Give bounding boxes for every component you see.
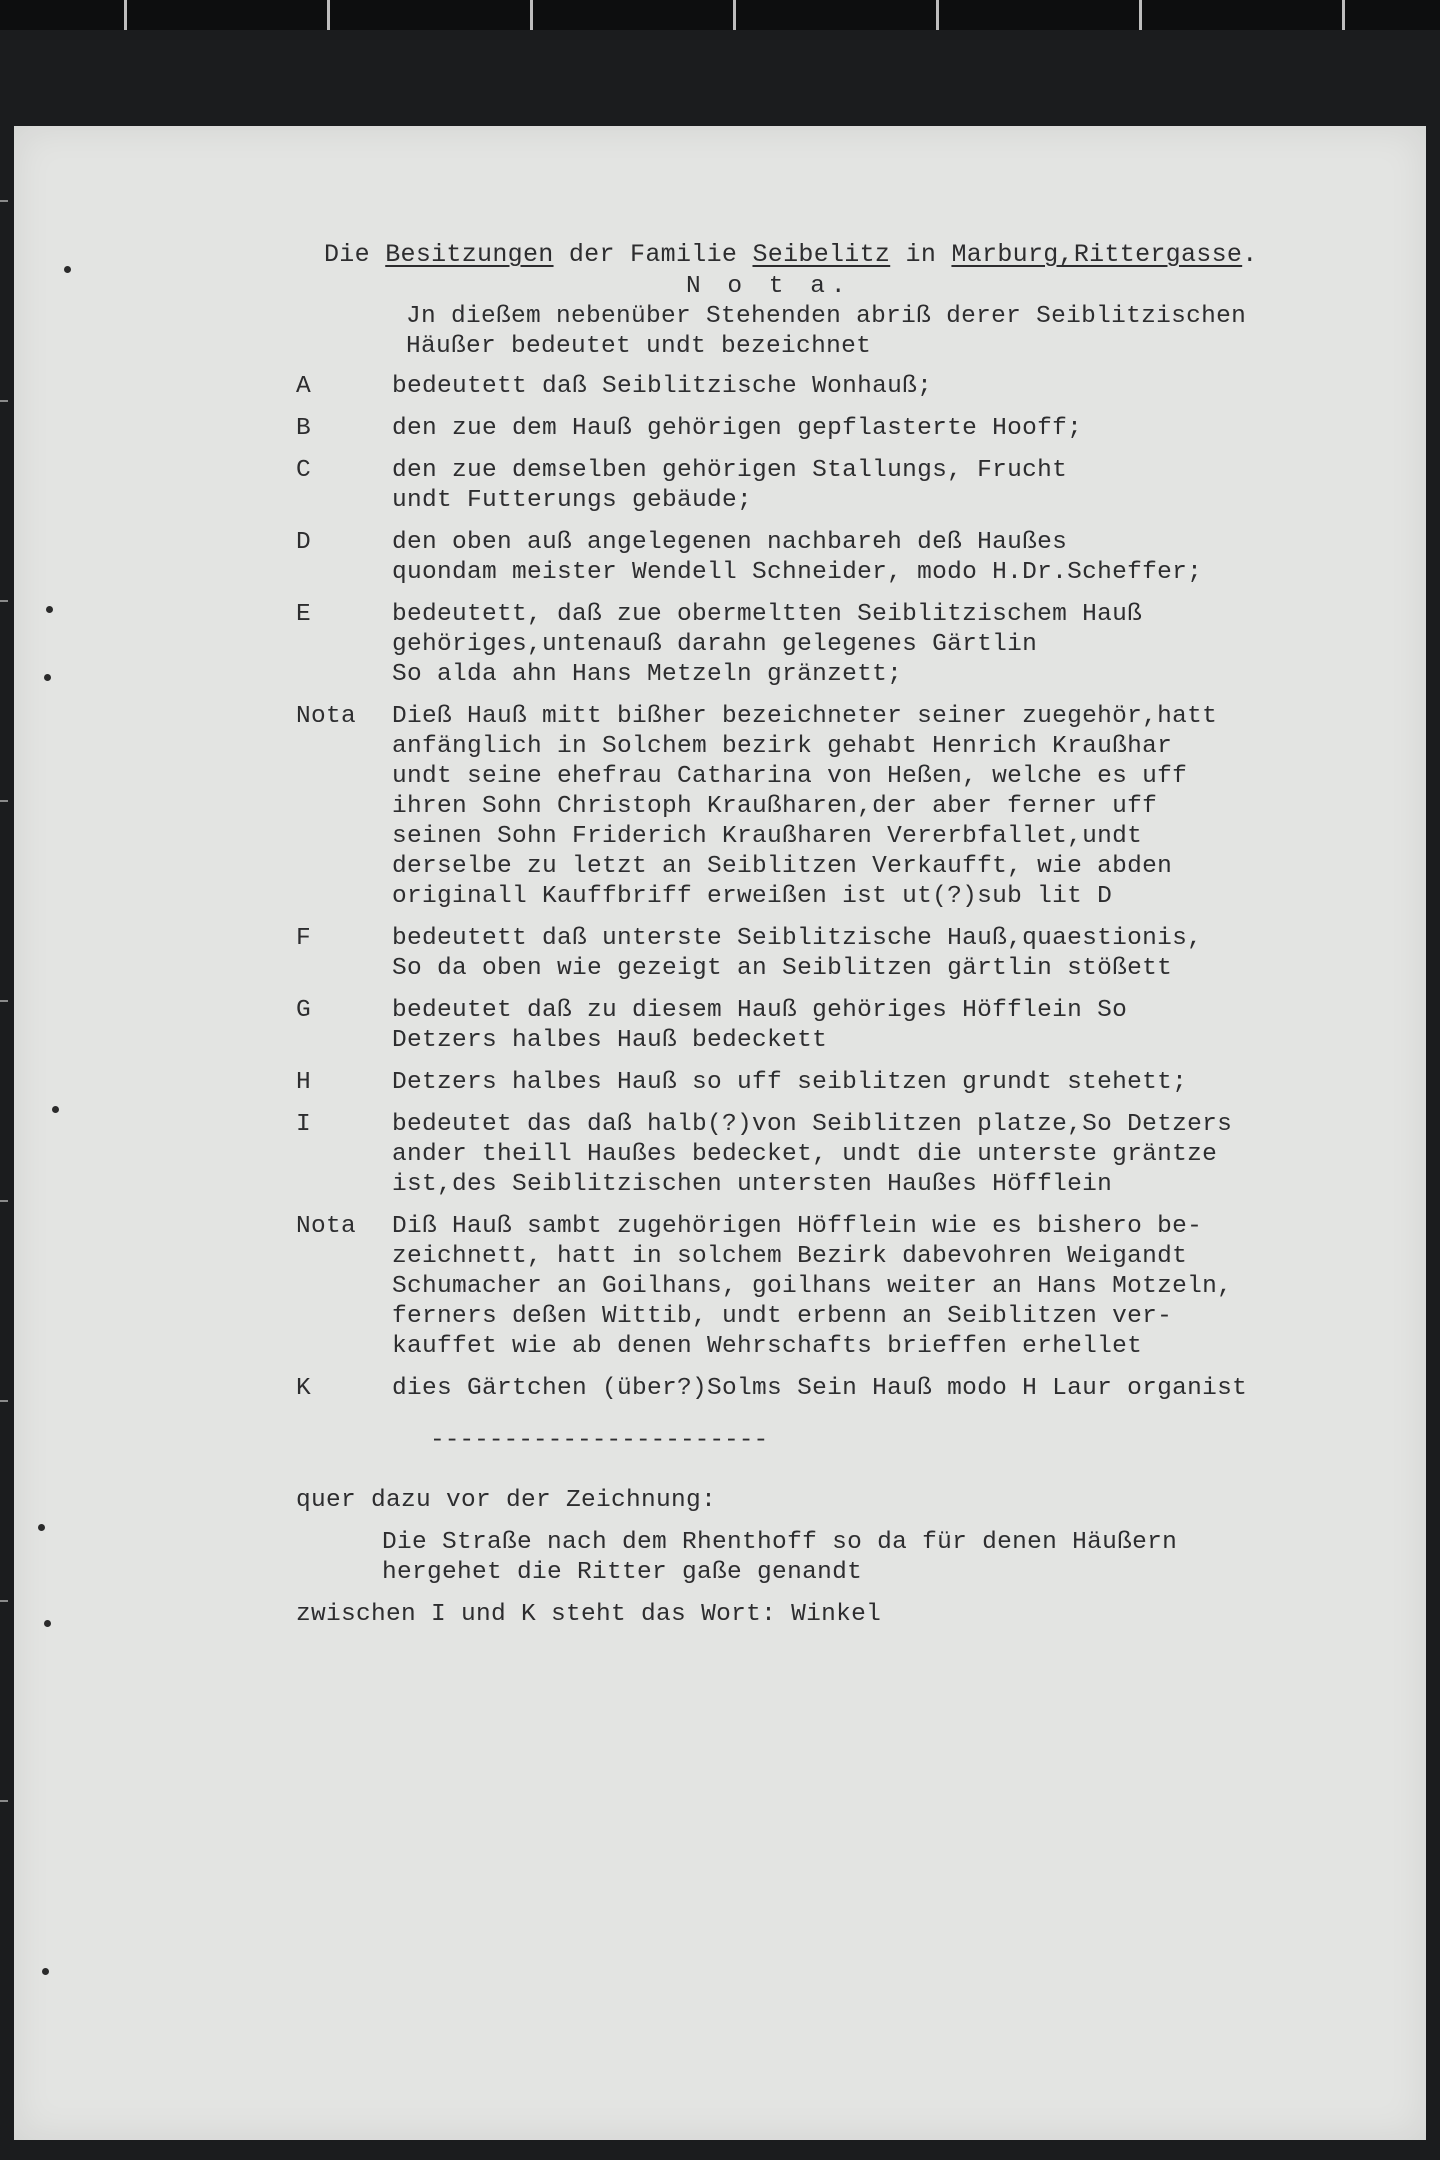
entry — [296, 1068, 1406, 1098]
punch-hole — [52, 1106, 59, 1113]
title-mid: der Familie — [553, 240, 753, 269]
scale-tick — [0, 1200, 8, 1202]
entry — [296, 600, 1406, 690]
strip-tick — [1342, 0, 1345, 30]
typed-text — [296, 240, 1406, 1630]
punch-hole — [46, 606, 53, 613]
intro-text: Jn dießem nebenüber Stehenden abriß derer Seiblitzischen Häußer bedeutet undt bezeichnet — [406, 303, 1247, 360]
scale-tick — [0, 800, 8, 802]
quer-title: quer dazu vor der Zeichnung: — [296, 1487, 717, 1514]
left-scale — [0, 120, 8, 2020]
entry-label: F — [296, 925, 312, 952]
entry-label: D — [296, 529, 312, 556]
entry-label: I — [296, 1111, 312, 1138]
entry-text: den oben auß angelegenen nachbareh deß Haußes quondam meister Wendell Schneider, modo H.Dr.Scheffer; — [392, 529, 1203, 586]
punch-hole — [42, 1968, 49, 1975]
entry-text: den zue demselben gehörigen Stallungs, Frucht undt Futterungs gebäude; — [392, 457, 1068, 514]
entry-text: bedeutett daß Seiblitzische Wonhauß; — [392, 373, 933, 400]
entry-text: bedeutett daß unterste Seiblitzische Hauß,quaestionis, So da oben wie gezeigt an Seiblitzen gärtlin stößett — [392, 925, 1203, 982]
entry — [296, 996, 1406, 1056]
entry — [296, 1110, 1406, 1200]
entry-text: dies Gärtchen (über?)Solms Sein Hauß modo H Laur organist — [392, 1375, 1248, 1402]
strip-tick — [327, 0, 330, 30]
entry-label: B — [296, 415, 312, 442]
entry-text: bedeutet daß zu diesem Hauß gehöriges Höfflein So Detzers halbes Hauß bedeckett — [392, 997, 1128, 1054]
scale-tick — [0, 600, 8, 602]
title-prefix: Die — [324, 240, 386, 269]
document-title — [324, 240, 1406, 270]
strip-tick — [1139, 0, 1142, 30]
entry-label: A — [296, 373, 312, 400]
entry — [296, 456, 1406, 516]
entry-label: K — [296, 1375, 312, 1402]
entry-label: Nota — [296, 1213, 357, 1240]
entry-label: Nota — [296, 703, 357, 730]
scale-tick — [0, 1000, 8, 1002]
entry-label: E — [296, 601, 312, 628]
entry-label: H — [296, 1069, 312, 1096]
punch-hole — [44, 1620, 51, 1627]
scale-tick — [0, 200, 8, 202]
strip-tick — [936, 0, 939, 30]
title-place: Marburg,Rittergasse — [951, 240, 1243, 269]
title-besitzungen: Besitzungen — [385, 240, 554, 269]
title-in: in — [890, 240, 952, 269]
entry — [296, 528, 1406, 588]
entry — [296, 414, 1406, 444]
strip-tick — [124, 0, 127, 30]
title-period: . — [1242, 240, 1258, 269]
entry-label: C — [296, 457, 312, 484]
entry-text: Dieß Hauß mitt bißher bezeichneter seiner zuegehör,hatt anfänglich in Solchem bezirk gehabt Henrich Kraußhar undt seine ehefrau Catharina von Heßen, welche es uff ihren Sohn Christoph Kraußharen,der aber ferner uff seinen Sohn Friderich Kraußharen Vererbfallet,undt derselbe zu letzt an Seiblitzen Verkaufft, wie abden originall Kauffbriff erweißen ist ut(?)sub lit D — [392, 703, 1218, 910]
entry-label: G — [296, 997, 312, 1024]
punch-hole — [44, 674, 51, 681]
separator-line: ----------------------- — [430, 1427, 769, 1454]
scale-tick — [0, 400, 8, 402]
zwischen-note: zwischen I und K steht das Wort: Winkel — [296, 1601, 882, 1628]
entry — [296, 924, 1406, 984]
scale-tick — [0, 1600, 8, 1602]
entry-text: den zue dem Hauß gehörigen gepflasterte Hooff; — [392, 415, 1083, 442]
nota-heading: N o t a. — [686, 273, 852, 300]
strip-tick — [530, 0, 533, 30]
entry — [296, 372, 1406, 402]
strip-tick — [733, 0, 736, 30]
entry-text: Detzers halbes Hauß so uff seiblitzen grundt stehett; — [392, 1069, 1188, 1096]
punch-hole — [38, 1524, 45, 1531]
entry — [296, 1212, 1406, 1362]
entry-text: bedeutet das daß halb(?)von Seiblitzen platze,So Detzers ander theill Haußes bedecket, undt die unterste gräntze ist,des Seiblitzischen untersten Haußes Höfflein — [392, 1111, 1233, 1198]
entry-text: Diß Hauß sambt zugehörigen Höfflein wie es bishero be- zeichnett, hatt in solchem Bezirk dabevohren Weigandt Schumacher an Goilhans, goilhans weiter an Hans Motzeln, ferners deßen Wittib, undt erbenn an Seiblitzen ver- kauffet wie ab denen Wehrschafts brieffen erhellet — [392, 1213, 1233, 1360]
title-family-name: Seibelitz — [752, 240, 891, 269]
scale-tick — [0, 1400, 8, 1402]
entry — [296, 1374, 1406, 1404]
scale-tick — [0, 1800, 8, 1802]
entry-text: bedeutett, daß zue obermeltten Seiblitzischem Hauß gehöriges,untenauß darahn gelegenes Gärtlin So alda ahn Hans Metzeln gränzett; — [392, 601, 1143, 688]
quer-text: Die Straße nach dem Rhenthoff so da für denen Häußern hergehet die Ritter gaße genandt — [382, 1529, 1178, 1586]
scanner-strip — [0, 0, 1440, 30]
punch-hole — [64, 266, 71, 273]
entry — [296, 702, 1406, 912]
